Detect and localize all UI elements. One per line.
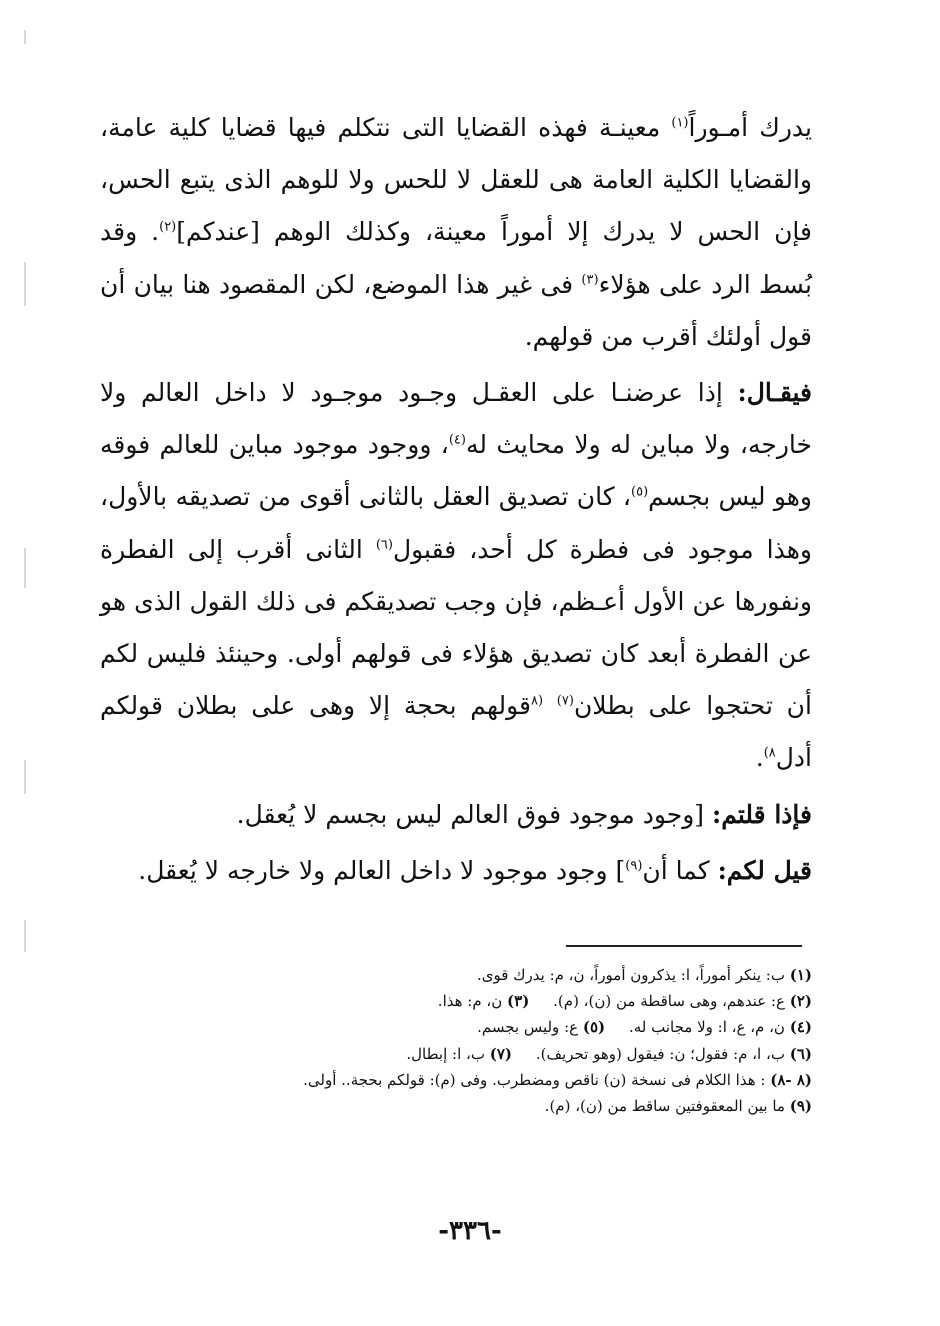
footnote-line bbox=[100, 988, 812, 1014]
footnote-number: (٢) bbox=[789, 992, 812, 1011]
scan-edge-mark bbox=[24, 548, 26, 588]
text-run: كما أن bbox=[642, 855, 718, 885]
paragraph-lead: قيل لكم: bbox=[717, 855, 812, 885]
footnotes bbox=[100, 962, 812, 1119]
footnote-separator bbox=[566, 945, 802, 947]
footnote-marker: ٨) bbox=[763, 746, 776, 762]
footnote-number: (٦) bbox=[789, 1044, 812, 1063]
page-number: -٣٣٦- bbox=[438, 1216, 502, 1246]
footnote-marker: (٩) bbox=[625, 858, 643, 874]
text-run: ، ووجود موجود مباين للعالم فوقه وهو ليس بجسم bbox=[100, 430, 812, 512]
footnote-text: ب، ا: إبطال. bbox=[406, 1044, 490, 1063]
scan-edge-mark bbox=[24, 920, 26, 952]
text-run: إذا عرضنـا على العقـل وجـود موجـود لا داخل العالم ولا خارجه، ولا مباين له ولا محايث له bbox=[100, 378, 812, 460]
text-run bbox=[543, 691, 557, 720]
footnote-marker: (٧) bbox=[556, 693, 574, 709]
paragraph bbox=[100, 102, 812, 363]
text-run: ، كان تصديق العقل بالثانى أقوى من تصديقه بالأول، وهذا موجود فى فطرة كل أحد، فقبول bbox=[100, 482, 812, 564]
footnote-text: ب: ينكر أموراً، ا: يذكرون أموراً، ن، م: يدرك قوى. bbox=[476, 966, 790, 984]
footnote-number: (٥) bbox=[582, 1018, 606, 1037]
footnote-marker: (٤) bbox=[448, 432, 466, 448]
text-run: يدرك أمـوراً bbox=[688, 113, 812, 142]
footnote-line bbox=[100, 1014, 812, 1040]
paragraph bbox=[100, 845, 812, 897]
footnote-spacer bbox=[512, 1045, 536, 1063]
text-run: [وجود موجود فوق العالم ليس بجسم لا يُعقل. bbox=[236, 799, 712, 829]
paragraph bbox=[100, 367, 812, 785]
text-run: قولهم بحجة إلا وهى على بطلان قولكم أدل bbox=[100, 691, 812, 773]
footnote-line bbox=[100, 1067, 812, 1093]
footnote-number: (٤) bbox=[789, 1018, 812, 1037]
paragraph-lead: فإذا قلتم: bbox=[712, 799, 812, 829]
footnote-text: ع: وليس بجسم. bbox=[477, 1018, 583, 1037]
scan-edge-mark bbox=[24, 30, 26, 44]
footnote-marker: (٣) bbox=[581, 272, 599, 288]
text-run: . وقد بُسط الرد على هؤلاء bbox=[100, 217, 813, 299]
footnote-number: (١) bbox=[789, 966, 812, 984]
footnote-text: ن، م، ع، ا: ولا مجانب له. bbox=[628, 1018, 790, 1037]
footnote-text: ع: عندهم، وهى ساقطة من (ن)، (م). bbox=[553, 992, 790, 1011]
footnote-line bbox=[100, 1093, 812, 1119]
footnote-spacer bbox=[605, 1018, 629, 1036]
footnote-number: (٨ -٨) bbox=[770, 1070, 812, 1089]
footnote-line bbox=[100, 962, 812, 988]
paragraph-lead: فيقـال: bbox=[737, 378, 812, 408]
footnote-marker: (١) bbox=[671, 115, 689, 131]
footnote-number: (٣) bbox=[507, 992, 530, 1011]
text-run: الثانى أقرب إلى الفطرة ونفورها عن الأول أعـظم، فإن وجب تصديقكم فى ذلك القول الذى هو عن الفطرة أبعد كان تصديق هؤلاء فى قولهم أولى. وحينئذ فليس لكم أن تحتجوا على بطلان bbox=[100, 534, 812, 721]
footnote-marker: (٨ bbox=[530, 693, 544, 709]
scan-edge-mark bbox=[24, 760, 26, 794]
footnote-marker: (٦) bbox=[375, 537, 393, 553]
footnote-text: ب، ا، م: فقول؛ ن: فيقول (وهو تحريف). bbox=[535, 1044, 790, 1063]
footnote-number: (٧) bbox=[489, 1044, 513, 1063]
footnote-text: ما بين المعقوفتين ساقط من (ن)، (م). bbox=[544, 1097, 790, 1116]
footnote-text: ن، م: هذا. bbox=[437, 992, 508, 1011]
footnote-number: (٩) bbox=[789, 1097, 812, 1116]
scan-edge-mark bbox=[24, 262, 26, 306]
text-run: فى غير هذا الموضع، لكن المقصود هنا بيان أن قول أولئك أقرب من قولهم. bbox=[100, 269, 812, 351]
footnote-text: : هذا الكلام فى نسخة (ن) ناقص ومضطرب. وفى (م): قولكم بحجة.. أولى. bbox=[303, 1070, 771, 1089]
footnote-spacer bbox=[529, 992, 553, 1010]
footnote-line bbox=[100, 1041, 812, 1067]
paragraph bbox=[100, 789, 812, 841]
text-run: معينـة فهذه القضايا التى نتكلم فيها قضايا كلية عامة، والقضايا الكلية العامة هى للعقل لا للحس ولا للوهم الذى يتبع الحس، فإن الحس لا يدرك إلا أموراً معينة، وكذلك الوهم [عندكم] bbox=[100, 113, 812, 247]
footnote-marker: (٢) bbox=[159, 220, 177, 236]
text-run: ] وجود موجود لا داخل العالم ولا خارجه لا يُعقل. bbox=[138, 855, 626, 885]
text-run: . bbox=[755, 743, 764, 773]
main-text bbox=[100, 102, 812, 897]
footnote-marker: (٥) bbox=[631, 485, 649, 501]
